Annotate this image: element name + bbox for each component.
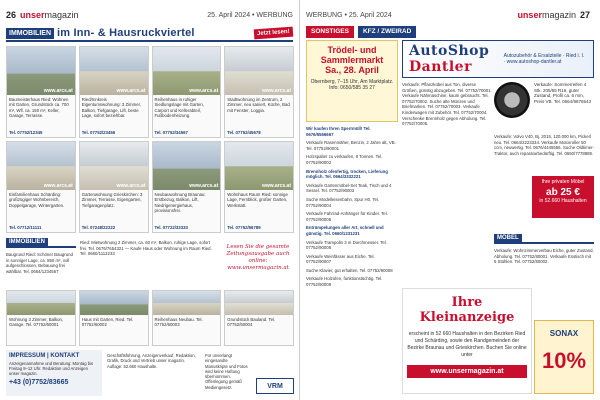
section-badge: Jetzt lesen! bbox=[254, 27, 293, 40]
brand-logo: unsermagazin bbox=[517, 10, 576, 20]
page-number: 26 bbox=[6, 10, 17, 20]
moebel-tag: MÖBEL bbox=[494, 234, 522, 242]
listing-card[interactable] bbox=[224, 290, 294, 346]
listing-contact: Tel. 07752/34567 bbox=[154, 130, 188, 135]
listing-photo bbox=[225, 291, 293, 315]
price-box-amount: ab 25 € bbox=[546, 187, 580, 198]
listing-text: Reihenhaus Neubau. Tel. 07752/60003 bbox=[154, 317, 203, 328]
autoshop-logo: AutoShop Dantler bbox=[409, 43, 490, 75]
brand-logo: unsermagazin bbox=[20, 10, 79, 20]
listing-grid-top bbox=[6, 46, 294, 233]
flohmarkt-date: Sa., 28. April bbox=[325, 65, 379, 75]
listing-text: Wohnhaus Raum Ried: sonnige Lage, Fernblick, großer Garten, Werkstatt. bbox=[227, 192, 288, 208]
listing-text: Wohnung 3 Zimmer, Balkon, Garage. Tel. 07752/60001 bbox=[9, 317, 64, 328]
immobilien-tag: IMMOBILIEN bbox=[6, 238, 48, 246]
classified-item: Verkaufe Fahrrad-Anhänger für Kinder. Tel. 07752/90005 bbox=[306, 211, 388, 222]
kfz-classifieds: Verkaufe: Volvo V40, Bj. 2015, 120.000 km, Pickerl neu. Tel. 0664/2223334. Verkaufe Motorroller 50 ccm, neuwertig. Tel. 0676/4445556. Suche Oldtimer-Traktor, auch reparaturbedürftig. Tel. 0660/7778889. bbox=[494, 134, 594, 156]
impressum-column: Für unverlangt eingesandte Manuskripte und Fotos wird keine Haftung übernommen. Offenlegung gemäß Mediengesetz. bbox=[205, 353, 248, 390]
listing-text: Ried/Innkreis Eigentumswohnung: 3 Zimmer, Balkon, Tiefgarage, Lift, beste Lage, sofort beziehbar. bbox=[81, 97, 141, 119]
listing-photo: www.arcs.at bbox=[153, 47, 221, 95]
classified-item: Verkaufe Weinfässer aus Eiche. Tel. 07752/90007 bbox=[306, 253, 375, 265]
listing-text: Grundstück Bauland. Tel. 07752/60004 bbox=[227, 317, 276, 328]
page-number: 27 bbox=[579, 10, 590, 20]
flohmarkt-title: Trödel- und bbox=[327, 45, 377, 55]
impressum-column: Geschäftsführung, Anzeigenverkauf, Redaktion, Grafik, Druck und Vertrieb unser magazin. Auflage: 52.660 Haushalte. bbox=[107, 353, 196, 369]
listing-photo: www.arcs.at bbox=[7, 47, 75, 95]
price-box-note: in 52.660 Haushalten bbox=[539, 198, 587, 204]
listing-card[interactable] bbox=[224, 46, 294, 138]
tab-sonstiges[interactable]: SONSTIGES bbox=[306, 26, 354, 38]
tab-kfz-zweirad[interactable]: KFZ / ZWEIRAD bbox=[358, 26, 416, 38]
listing-text: Haus mit Garten, Ried. Tel. 07752/60002 bbox=[81, 317, 134, 328]
flohmarkt-info: Obernberg, 7–15 Uhr, Am Marktplatz. Info: 0650/585 35 27 bbox=[310, 79, 394, 91]
text-ad: Ried: Mietwohnung 2 Zimmer, ca. 60 m², Balkon, ruhige Lage, sofort frei. Tel. 0676/7654321 — Kaufe Haus oder Wohnung im Raum Ried. Tel. 0660/1112233 bbox=[80, 240, 212, 257]
classified-item: Brennholz ofenfertig, trocken, Lieferung möglich. Tel. 0664/3332221 bbox=[306, 168, 388, 180]
listing-card[interactable] bbox=[79, 290, 149, 346]
listing-card[interactable] bbox=[6, 46, 76, 138]
section-title: im Inn- & Hausruckviertel bbox=[57, 27, 195, 39]
listing-card[interactable] bbox=[224, 141, 294, 233]
listing-contact: Tel. 07722/33333 bbox=[154, 225, 188, 230]
listing-contact: Tel. 07752/12345 bbox=[9, 130, 43, 135]
vrm-logo: VRM bbox=[256, 378, 294, 394]
listing-text: Baumeisterhaus Ried: Wohnen mit Garten, Grundstück ca. 700 m², Wfl. ca. 150 m², Keller, Garage, Terrasse. bbox=[9, 97, 69, 119]
text-ad: Baugrund Ried: Schöner Baugrund in sonniger Lage, ca. 850 m², voll aufgeschlossen, Bebauung frei wählbar. Tel. 0664/1234567 bbox=[6, 252, 73, 274]
autoshop-banner[interactable] bbox=[402, 40, 594, 78]
issue-date: 25. April 2024 • WERBUNG bbox=[207, 11, 293, 19]
online-promo: Lesen Sie die gesamte Zeitungsausgabe auch online: www.unsermagazin.at bbox=[226, 244, 290, 271]
moebel-price-box[interactable] bbox=[532, 176, 594, 218]
listing-card[interactable] bbox=[152, 46, 222, 138]
classified-item: Suche Klavier, gut erhalten. Tel. 07752/90008 bbox=[306, 267, 393, 273]
tire-ad: Verkaufe: Sommerreifen 4 Stk. 205/55 R16, guter Zustand, Profil ca. 6 mm, Preis VB. Tel. 0664/9876543 bbox=[534, 82, 591, 104]
classifieds-column-middle: Verkaufe: Pflanzkübel aus Ton, diverse Größen, günstig abzugeben. Tel. 07752/70001. Verkaufe Nähmaschine, kaum gebraucht. Tel. 07752/70002. Suche alte Münzen und Briefmarken. Tel. 07752/70003. Verkaufe Kinderwagen mit Zubehör. Tel. 07752/70004. Verschenke Brennholz gegen Abholung. Tel. 07752/70005. bbox=[402, 82, 492, 127]
price-box-label: Ihre privaten Möbel bbox=[541, 179, 585, 185]
listing-photo bbox=[7, 291, 75, 315]
right-page bbox=[300, 0, 600, 400]
listing-photo bbox=[153, 291, 221, 315]
classified-item: Verkaufe Rasenmäher, Benzin, 2 Jahre alt, VB. Tel. 07752/90001 bbox=[306, 140, 396, 151]
section-title-bar bbox=[6, 26, 293, 42]
listing-card[interactable] bbox=[79, 141, 149, 233]
flohmarkt-ad[interactable] bbox=[306, 40, 398, 122]
impressum-block bbox=[6, 350, 102, 396]
listing-card[interactable] bbox=[79, 46, 149, 138]
listing-card[interactable] bbox=[152, 290, 222, 346]
sonax-discount: 10% bbox=[541, 348, 587, 373]
listing-photo: www.arcs.at bbox=[80, 142, 148, 190]
classifieds-column bbox=[306, 126, 398, 394]
kleinanzeige-text: erscheint in 52 660 Haushalten in den Bezirken Ried und Schärding, sowie den Randgemeinden der Bezirke Braunau und Grieskirchen. Buchen Sie online unter bbox=[407, 331, 527, 358]
immobilien-subheader bbox=[6, 238, 76, 248]
classified-item: Verkaufe Gartenmöbel-Set Teak, Tisch und 4 Sessel. Tel. 07752/90003 bbox=[306, 182, 392, 194]
classified-item: Suche Modelleisenbahn, Spur H0. Tel. 07752/90004 bbox=[306, 196, 380, 208]
listing-photo: www.arcs.at bbox=[7, 142, 75, 190]
flohmarkt-title-2: Sammlermarkt bbox=[320, 55, 384, 65]
listing-text: Reihenhaus in ruhiger Siedlungslage mit Garten, Carport und Kellerabteil, Fußbodenheizung. bbox=[154, 97, 204, 119]
classified-item: Wir kaufen Ihren Sperrmüll! Tel. 0676/5556667 bbox=[306, 126, 371, 137]
listing-contact: Tel. 07752/45678 bbox=[227, 130, 261, 135]
listing-text: Gartenwohnung Grieskirchen: 3 Zimmer, Terrasse, Eigengarten, Tiefgaragenplatz. bbox=[81, 192, 143, 208]
category-tabs bbox=[306, 26, 594, 38]
listing-text: Neubauwohnung Braunau: Erstbezug, Balkon, Lift, Niedrigenergiehaus, provisionsfrei. bbox=[154, 192, 206, 214]
contact-phone[interactable]: +43 (0)7752/83665 bbox=[9, 378, 69, 386]
autoshop-tagline: Autozubehör & Ersatzteile · Ried i. I. · www.autoshop-dantler.at bbox=[503, 53, 585, 65]
listing-text: Einfamilienhaus Schärding: großzügiger Wohnbereich, Doppelgarage, Wintergarten. bbox=[9, 192, 65, 208]
listing-card[interactable] bbox=[6, 290, 76, 346]
classified-item: Holzspalter zu verkaufen, 8 Tonnen. Tel. 07752/90002 bbox=[306, 154, 383, 165]
right-page-header bbox=[306, 8, 594, 22]
kleinanzeige-url[interactable]: www.unsermagazin.at bbox=[407, 365, 527, 378]
section-tag: IMMOBILIEN bbox=[6, 28, 54, 39]
issue-date: WERBUNG • 25. April 2024 bbox=[306, 11, 392, 19]
listing-photo: www.arcs.at bbox=[153, 142, 221, 190]
listing-text: Stadtwohnung im Zentrum, 2 Zimmer, neu saniert, Küche, Bad mit Fenster, Loggia. bbox=[227, 97, 290, 113]
listing-contact: Tel. 07752/23456 bbox=[81, 130, 116, 135]
listing-card[interactable] bbox=[6, 141, 76, 233]
tire-icon bbox=[494, 82, 530, 118]
classified-item: Entrümpelungen aller Art, schnell und günstig. Tel. 0660/1231231 bbox=[306, 225, 384, 236]
left-page-header bbox=[6, 8, 293, 22]
classified-item: Verkaufe Trampolin 3 m Durchmesser. Tel. 07752/90006 bbox=[306, 239, 387, 251]
kleinanzeige-promo[interactable] bbox=[402, 288, 532, 394]
classified-item: Verkaufe Holzofen, funktionstüchtig. Tel. 07752/90009 bbox=[306, 276, 383, 288]
moebel-classifieds: Verkaufe: Wohnzimmerverbau Eiche, guter Zustand, Abholung. Tel. 07752/80001. Verkaufe Esstisch mit 6 Stühlen. Tel. 07752/80002. bbox=[494, 248, 594, 265]
listing-photo bbox=[80, 291, 148, 315]
listing-contact: Tel. 07752/56789 bbox=[227, 225, 261, 230]
listing-photo: www.arcs.at bbox=[225, 142, 293, 190]
listing-card[interactable] bbox=[152, 141, 222, 233]
listing-photo: www.arcs.at bbox=[225, 47, 293, 95]
sonax-logo: SONAX bbox=[549, 329, 579, 338]
listing-photo: www.arcs.at bbox=[80, 47, 148, 95]
moebel-subheader bbox=[494, 234, 594, 244]
impressum-text: Anzeigenannahme und Beratung: Montag bis Freitag 8–12 Uhr. Redaktion und Anzeigen unser magazin. bbox=[9, 361, 94, 377]
listing-contact: Tel. 07248/22222 bbox=[81, 225, 116, 230]
kleinanzeige-title: Ihre Kleinanzeige bbox=[419, 295, 515, 325]
listing-contact: Tel. 07712/11111 bbox=[9, 225, 42, 230]
impressum-heading: IMPRESSUM | KONTAKT bbox=[9, 353, 80, 359]
sonax-ad[interactable] bbox=[534, 320, 594, 394]
listing-grid-bottom bbox=[6, 290, 294, 346]
